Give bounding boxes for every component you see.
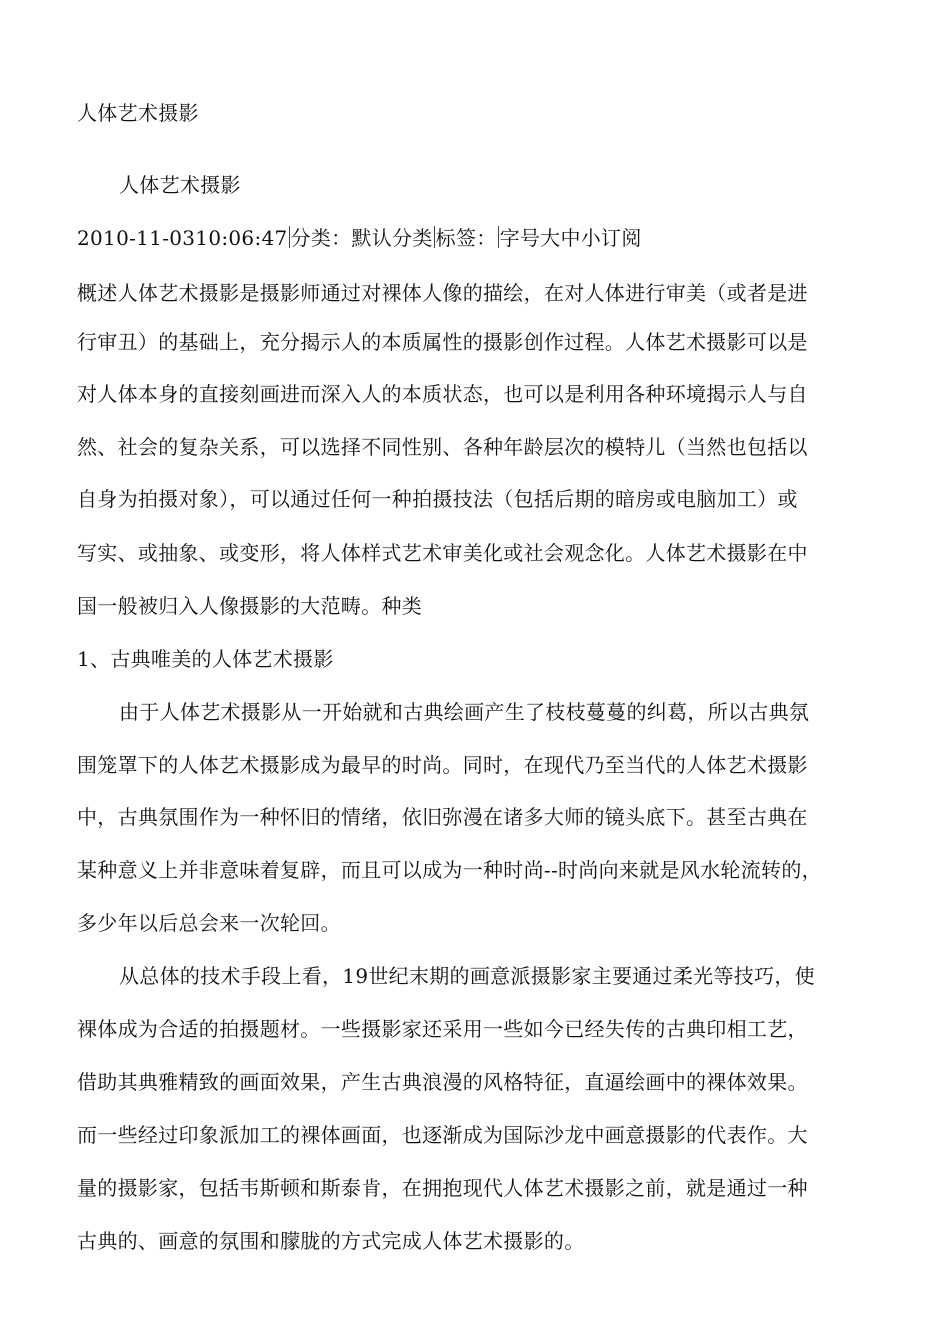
- paragraph-line: 中，古典氛围作为一种怀旧的情绪，依旧弥漫在诸多大师的镜头底下。甚至古典在: [77, 805, 808, 829]
- section-heading: 1、古典唯美的人体艺术摄影: [77, 647, 334, 671]
- paragraph-line: 量的摄影家，包括韦斯顿和斯泰肯，在拥抱现代人体艺术摄影之前，就是通过一种: [77, 1176, 808, 1200]
- paragraph-line: 围笼罩下的人体艺术摄影成为最早的时尚。同时，在现代乃至当代的人体艺术摄影: [77, 753, 808, 777]
- paragraph-line: 某种意义上并非意味着复辟，而且可以成为一种时尚--时尚向来就是风水轮流转的，: [77, 858, 822, 882]
- intro-line: 概述人体艺术摄影是摄影师通过对裸体人像的描绘，在对人体进行审美（或者是进: [77, 281, 808, 305]
- meta-tags: 标签：: [435, 226, 497, 250]
- paragraph-line: 借助其典雅精致的画面效果，产生古典浪漫的风格特征，直逼绘画中的裸体效果。: [77, 1070, 808, 1094]
- meta-category: 分类：默认分类: [290, 226, 433, 250]
- intro-line: 国一般被归入人像摄影的大范畴。种类: [77, 594, 423, 618]
- meta-datetime: 2010-11-0310:06:47: [77, 226, 288, 250]
- paragraph-line: 由于人体艺术摄影从一开始就和古典绘画产生了枝枝蔓蔓的纠葛，所以古典氛: [119, 700, 810, 724]
- intro-line: 对人体本身的直接刻画进而深入人的本质状态，也可以是利用各种环境揭示人与自: [77, 382, 808, 406]
- intro-line: 然、社会的复杂关系，可以选择不同性别、各种年龄层次的模特儿（当然也包括以: [77, 435, 808, 459]
- intro-line: 行审丑）的基础上，充分揭示人的本质属性的摄影创作过程。人体艺术摄影可以是: [77, 330, 808, 354]
- meta-font-size: 字号大中小订阅: [499, 226, 642, 250]
- intro-line: 写实、或抽象、或变形，将人体样式艺术审美化或社会观念化。人体艺术摄影在中: [77, 541, 808, 565]
- meta-separator: [498, 226, 499, 248]
- article-title: 人体艺术摄影: [119, 173, 241, 197]
- intro-line: 自身为拍摄对象），可以通过任何一种拍摄技法（包括后期的暗房或电脑加工）或: [77, 487, 798, 511]
- meta-separator: [434, 226, 435, 248]
- paragraph-line: 裸体成为合适的拍摄题材。一些摄影家还采用一些如今已经失传的古典印相工艺，: [77, 1017, 808, 1041]
- document-title: 人体艺术摄影: [77, 101, 199, 125]
- paragraph-line: 而一些经过印象派加工的裸体画面，也逐渐成为国际沙龙中画意摄影的代表作。大: [77, 1123, 808, 1147]
- paragraph-line: 多少年以后总会来一次轮回。: [77, 911, 341, 935]
- paragraph-line: 从总体的技术手段上看，19世纪末期的画意派摄影家主要通过柔光等技巧，使: [119, 964, 815, 988]
- meta-separator: [289, 226, 290, 248]
- article-meta: [77, 226, 642, 250]
- paragraph-line: 古典的、画意的氛围和朦胧的方式完成人体艺术摄影的。: [77, 1229, 585, 1253]
